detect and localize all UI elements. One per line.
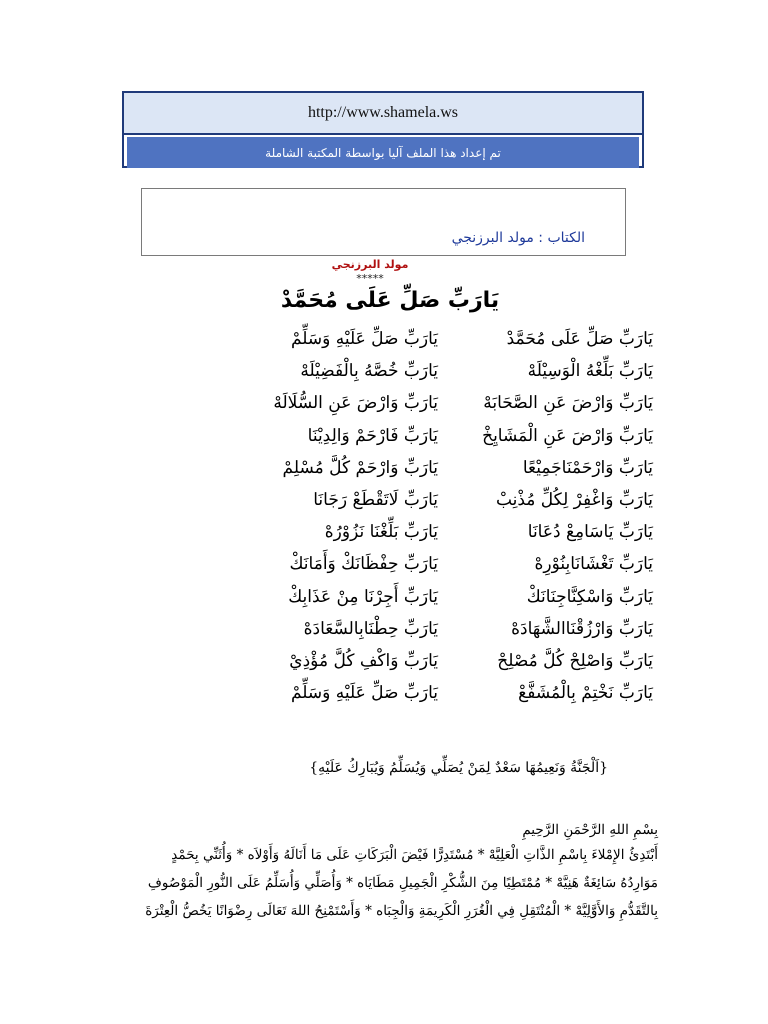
verse-left-hemistich: يَارَبِّ حِطْنَابِالسَّعَادَهْ [303,618,438,639]
verse-right-hemistich: يَارَبِّ وَارْضَ عَنِ الصَّحَابَهْ [483,393,653,414]
verse-right-hemistich: يَارَبِّ يَاسَامِعْ دُعَانَا [527,522,653,543]
poem-title: يَارَبِّ صَلِّ عَلَى مُحَمَّدْ [280,288,500,313]
verse-left-hemistich: يَارَبِّ فَارْحَمْ وَالِدِيْنَا [307,425,438,446]
verse-left-hemistich: يَارَبِّ خُصَّهُ بِالْفَضِيْلَهْ [300,361,438,382]
verse-right-hemistich: يَارَبِّ بَلِّغْهُ الْوَسِيْلَهْ [527,361,653,382]
verse-right-hemistich: يَارَبِّ وَارْضَ عَنِ الْمَشَايِخْ [482,425,653,446]
verse-right-hemistich: يَارَبِّ تَغْشَانَابِنُوْرِهْ [534,554,653,575]
verse-right-hemistich: يَارَبِّ وَاسْكِنَّاجِنَانَكْ [526,586,653,607]
verse-left-hemistich: يَارَبِّ وَاكْفِ كُلَّ مُؤْذِيْ [289,651,438,671]
verse-right-hemistich: يَارَبِّ نَخْتِمْ بِالْمُشَفَّعْ [518,683,653,704]
section-title: مولد البرزنجي [331,258,409,271]
basmala-line: بِسْمِ اللهِ الرَّحْمَنِ الرَّحِيمِ [522,822,658,838]
verse-right-hemistich: يَارَبِّ وَارْحَمْنَاجَمِيْعًا [522,457,653,478]
book-title: الكتاب : مولد البرزنجي [451,230,585,246]
verse-left-hemistich: يَارَبِّ وَارْضَ عَنِ السُّلَالَهْ [273,393,438,414]
section-separator: ***** [356,272,384,285]
verse-left-hemistich: يَارَبِّ وَارْحَمْ كُلَّ مُسْلِمْ [282,457,438,478]
verse-left-hemistich: يَارَبِّ حِفْظَانَكْ وَأَمَانَكْ [289,554,438,575]
header-box [122,91,644,168]
prose-line: أَبْتَدِئُ الإِمْلاءَ بِاسْمِ الذَّاتِ الْعَلِيَّهْ * مُسْتَدِرًّا فَيْضَ الْبَرَكَاتِ عَلَى مَا أَنَالَهُ وَأَوْلاَه * وَأُثَنِّي بِحَمْدٍ [171,847,658,863]
verse-left-hemistich: يَارَبِّ لَاتَقْطَعْ رَجَانَا [313,490,438,510]
verse-right-hemistich: يَارَبِّ وَاغْفِرْ لِكُلِّ مُذْنِبْ [495,490,653,510]
generation-note: تم إعداد هذا الملف آليا بواسطة المكتبة الشاملة [127,137,639,168]
verse-left-hemistich: يَارَبِّ صَلِّ عَلَيْهِ وَسَلِّمْ [290,683,438,704]
verse-left-hemistich: يَارَبِّ أَجِرْنَا مِنْ عَذَابِكْ [288,586,438,607]
verse-left-hemistich: يَارَبِّ بَلِّغْنَا نَزُوْرُهْ [324,522,438,543]
prose-line: بِالتَّقَدُّمِ وَالأَوَّلِيَّهْ * الْمُنْتَقِلِ فِي الْغُرَرِ الْكَرِيمَةِ وَالْجِبَاه * وَأَسْتَمْنِحُ اللهَ تَعَالَى رِضْوَانًا يَخُصُّ الْعِتْرَةَ [145,903,658,919]
site-url[interactable]: http://www.shamela.ws [124,93,642,135]
verse-right-hemistich: يَارَبِّ وَارْزُقْنَاالشَّهَادَهْ [511,618,653,639]
prose-line: مَوَارِدُهُ سَائِغَةٌ هَنِيَّهْ * مُمْتَطِيًا مِنَ الشُّكْرِ الْجَمِيلِ مَطَايَاه * وَأُصَلِّي وَأُسَلِّمُ عَلَى النُّورِ الْمَوْصُوفِ [147,875,658,891]
verse-right-hemistich: يَارَبِّ صَلِّ عَلَى مُحَمَّدْ [506,329,653,349]
verse-left-hemistich: يَارَبِّ صَلِّ عَلَيْهِ وَسَلِّمْ [290,329,438,349]
dua-line: {اَلْجَنَّةُ وَنَعِيمُهَا سَعْدٌ لِمَنْ يُصَلِّي وَيُسَلِّمُ وَيُبَارِكُ عَلَيْهِ} [309,760,608,776]
book-info-box [141,188,626,256]
verse-right-hemistich: يَارَبِّ وَاصْلِحْ كُلَّ مُصْلِحْ [497,651,653,671]
